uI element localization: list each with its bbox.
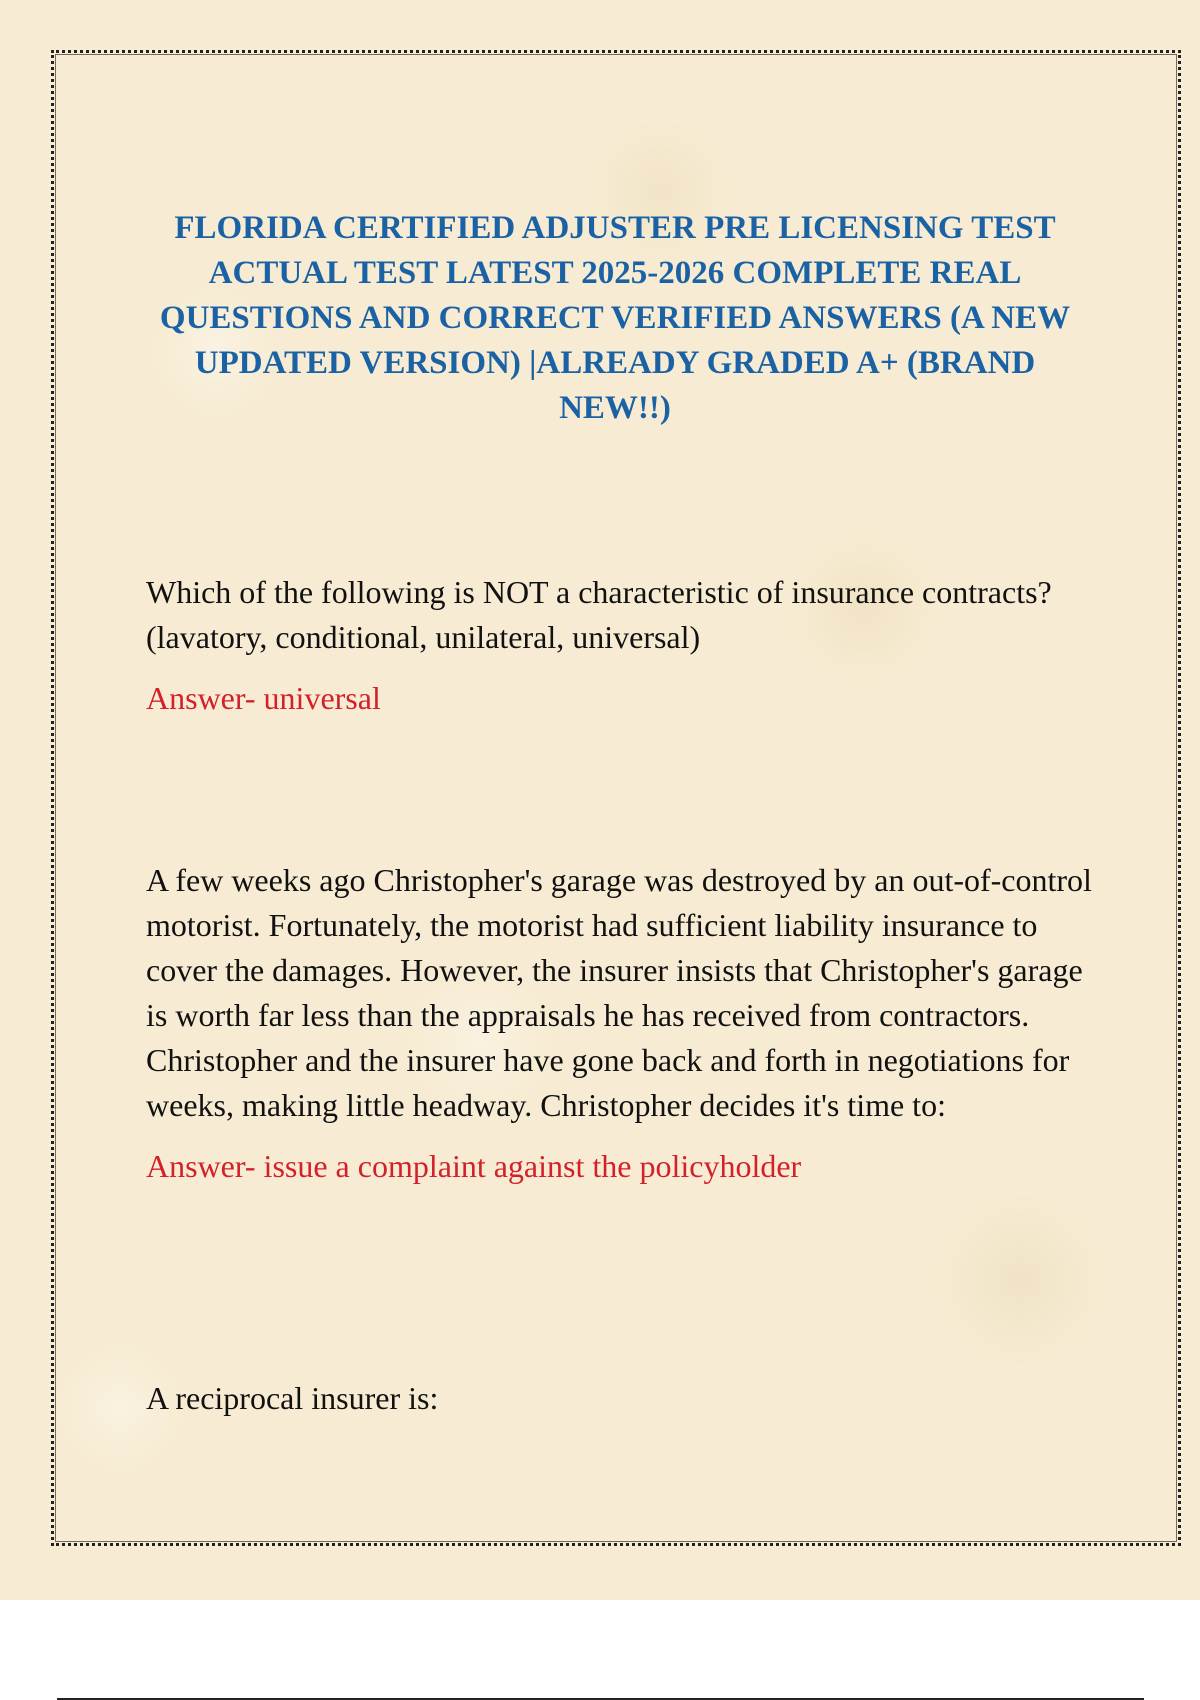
answer-2: Answer- issue a complaint against the policyholder — [146, 1148, 802, 1184]
qa-item-1 — [146, 570, 1096, 721]
question-1: Which of the following is NOT a characteristic of insurance contracts? (lavatory, conditional, unilateral, universal) — [146, 574, 1052, 655]
answer-1: Answer- universal — [146, 680, 381, 716]
qa-item-2 — [146, 858, 1096, 1189]
question-3: A reciprocal insurer is: — [146, 1380, 439, 1416]
document-title: FLORIDA CERTIFIED ADJUSTER PRE LICENSING TEST ACTUAL TEST LATEST 2025-2026 COMPLETE REAL QUESTIONS AND CORRECT VERIFIED ANSWERS (A NEW UPDATED VERSION) |ALREADY GRADED A+ (BRAND NEW!!) — [159, 210, 1071, 426]
question-2: A few weeks ago Christopher's garage was destroyed by an out-of-control motorist. Fortunately, the motorist had sufficient liability insurance to cover the damages. However, the insurer insists that Christopher's garage is worth far less than the appraisals he has received from contractors. Christopher and the insurer have gone back and forth in negotiations for weeks, making little headway. Christopher decides it's time to: — [146, 862, 1092, 1123]
qa-item-3 — [146, 1376, 1096, 1421]
